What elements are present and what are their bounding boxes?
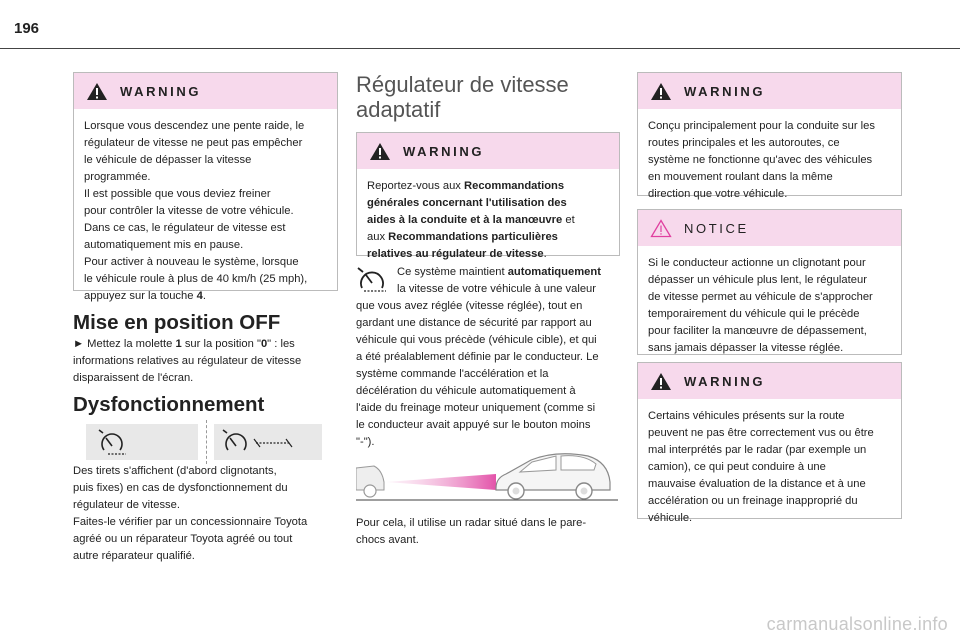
acc-description-first-line [397, 264, 625, 298]
acc-text-line: véhicule qui vous précède (véhicule cible), et qui [356, 334, 597, 346]
adaptive-cruise-icon [356, 266, 388, 294]
page-number: 196 [14, 20, 40, 37]
malfunction-paragraph [73, 463, 343, 565]
warning-body [74, 109, 337, 313]
notice-text-line: de vitesse permet au véhicule de s'approcher [648, 291, 873, 303]
position-value: 0 [260, 338, 268, 350]
warning-text-line: le véhicule de dépasser la vitesse [84, 154, 252, 166]
section-heading-malfunction: Dysfonctionnement [73, 393, 265, 416]
notice-title: NOTICE [684, 220, 749, 236]
warning-text-line [367, 246, 609, 263]
warning-text-line: routes principales et les autoroutes, ce [648, 137, 840, 149]
acc-text-line [397, 264, 625, 281]
acc-text-line: que vous avez réglée (vitesse réglée), tout en [356, 300, 583, 312]
malfunction-text-line: agréé ou un réparateur Toyota agréé ou tout [73, 533, 293, 545]
notice-text-line: dépasser un véhicule plus lent, le régulateur [648, 274, 867, 286]
adaptive-cruise-dashes-display [214, 424, 322, 460]
warning-text-line: pour contrôler la vitesse de votre véhicule. [84, 205, 294, 217]
warning-text-line [367, 195, 609, 212]
warning-header [74, 73, 337, 109]
section-heading-off: Mise en position OFF [73, 311, 281, 334]
icon-divider [206, 420, 207, 464]
radar-text-line: Pour cela, il utilise un radar situé dans le pare- [356, 517, 587, 529]
bold-span: relatives au régulateur de vitesse [367, 248, 544, 260]
warning-title: WARNING [684, 83, 766, 99]
acc-text-line: a été préalablement définie par le conducteur. Le [356, 351, 599, 363]
notice-text-line: Si le conducteur actionne un clignotant pour [648, 257, 866, 269]
acc-text-line: "-"). [356, 436, 375, 448]
radar-paragraph [356, 515, 628, 549]
warning-triangle-icon [86, 82, 108, 101]
text-span: . [202, 290, 206, 302]
bold-span: aides à la conduite et à la manœuvre [367, 214, 563, 226]
warning-text-line: automatiquement mis en pause. [84, 239, 244, 251]
header-rule [0, 48, 960, 49]
warning-text-line: mauvaise évaluation de la distance et à une [648, 478, 866, 490]
watermark: carmanualsonline.info [766, 614, 948, 634]
cruise-control-dashes-display [86, 424, 198, 460]
warning-text-line: Pour activer à nouveau le système, lorsque [84, 256, 299, 268]
title-line: Régulateur de vitesse [356, 72, 569, 97]
off-text-line [73, 336, 343, 353]
warning-text-line: Lorsque vous descendez une pente raide, le [84, 120, 305, 132]
malfunction-text-line: régulateur de vitesse. [73, 499, 180, 511]
off-text-line: informations relatives au régulateur de vitesse [73, 355, 302, 367]
bold-span: automatiquement [507, 266, 601, 278]
warning-text-line: Il est possible que vous deviez freiner [84, 188, 271, 200]
radar-text-line: chocs avant. [356, 534, 419, 546]
notice-header [638, 210, 901, 246]
warning-text-line: accélération ou un freinage inapproprié du [648, 495, 858, 507]
warning-box-speed-descent [73, 72, 338, 302]
warning-triangle-icon [650, 372, 672, 391]
text-span: et [562, 214, 575, 226]
warning-text-line: véhicule. [648, 512, 693, 524]
warning-text-line: régulateur de vitesse ne peut pas empêcher [84, 137, 303, 149]
text-span: Ce système maintient [397, 266, 508, 278]
warning-text-line: mal interprétés par le radar (par exemple un [648, 444, 867, 456]
page-title [356, 72, 569, 122]
warning-title: WARNING [120, 83, 202, 99]
warning-text-line [367, 229, 609, 246]
key-number: 4 [196, 290, 203, 302]
text-span: sur la position " [181, 338, 261, 350]
warning-header [638, 363, 901, 399]
warning-text-line: peuvent ne pas être correctement vus ou être [648, 427, 874, 439]
warning-text-line: Dans ce cas, le régulateur de vitesse est [84, 222, 286, 234]
notice-triangle-icon [650, 219, 672, 238]
malfunction-text-line: Des tirets s'affichent (d'abord clignotants, [73, 465, 277, 477]
warning-title: WARNING [684, 373, 766, 389]
text-span: ► Mettez la molette [73, 338, 176, 350]
warning-header [638, 73, 901, 109]
warning-box-recommendations [356, 132, 620, 260]
notice-body [638, 246, 901, 365]
warning-text-line: le véhicule roule à plus de 40 km/h (25 mph), [84, 273, 308, 285]
bold-span: Recommandations [464, 180, 565, 192]
warning-text-line [84, 288, 327, 305]
malfunction-text-line: autre réparateur qualifié. [73, 550, 195, 562]
text-span: . [543, 248, 547, 260]
adaptive-cruise-icon [214, 424, 322, 460]
text-span: appuyez sur la touche [84, 290, 197, 302]
notice-text-line: pour faciliter la manœuvre de dépassement, [648, 325, 867, 337]
warning-body [638, 399, 901, 535]
warning-text-line [367, 178, 609, 195]
acc-text-line: l'aide du freinage moteur uniquement (comme si [356, 402, 596, 414]
text-span: aux [367, 231, 389, 243]
warning-triangle-icon [650, 82, 672, 101]
acc-text-line: la vitesse de votre véhicule à une valeur [397, 283, 597, 295]
off-text-line: disparaissent de l'écran. [73, 372, 194, 384]
notice-text-line: temporairement du véhicule qui le précède [648, 308, 860, 320]
malfunction-text-line: Faites-le vérifier par un concessionnaire Toyota [73, 516, 308, 528]
bold-span: générales concernant l'utilisation des [367, 197, 567, 209]
warning-body [638, 109, 901, 211]
acc-text-line: décélération du véhicule automatiquement à [356, 385, 576, 397]
warning-text-line: programmée. [84, 171, 151, 183]
warning-text-line: Certains véhicules présents sur la route [648, 410, 845, 422]
radar-cars-illustration [356, 448, 618, 504]
warning-text-line: système ne fonctionne qu'avec des véhicules [648, 154, 873, 166]
warning-body [357, 169, 619, 271]
text-span: Reportez-vous aux [367, 180, 465, 192]
cruise-control-dashed-icon [86, 424, 198, 460]
warning-text-line [367, 212, 609, 229]
off-paragraph [73, 336, 343, 387]
acc-text-line: gardant une distance de sécurité par rapport au [356, 317, 592, 329]
warning-text-line: Conçu principalement pour la conduite sur les [648, 120, 875, 132]
text-span: " : les [267, 338, 295, 350]
malfunction-text-line: puis fixes) en cas de dysfonctionnement du [73, 482, 288, 494]
warning-text-line: camion), ce qui peut conduire à une [648, 461, 826, 473]
notice-text-line: sans jamais dépasser la vitesse réglée. [648, 342, 844, 354]
title-line: adaptatif [356, 97, 441, 122]
notice-box-overtaking [637, 209, 902, 355]
warning-text-line: direction que votre véhicule. [648, 188, 788, 200]
acc-text-line: le conducteur avait appuyé sur le bouton moins [356, 419, 591, 431]
warning-title: WARNING [403, 143, 485, 159]
warning-header [357, 133, 619, 169]
warning-triangle-icon [369, 142, 391, 161]
warning-text-line: en mouvement roulant dans la même [648, 171, 833, 183]
warning-box-road-types [637, 72, 902, 200]
dial-number: 1 [175, 338, 182, 350]
acc-text-line: système commande l'accélération et la [356, 368, 549, 380]
acc-description [356, 298, 628, 451]
warning-box-radar-limits [637, 362, 902, 524]
bold-span: Recommandations particulières [388, 231, 558, 243]
